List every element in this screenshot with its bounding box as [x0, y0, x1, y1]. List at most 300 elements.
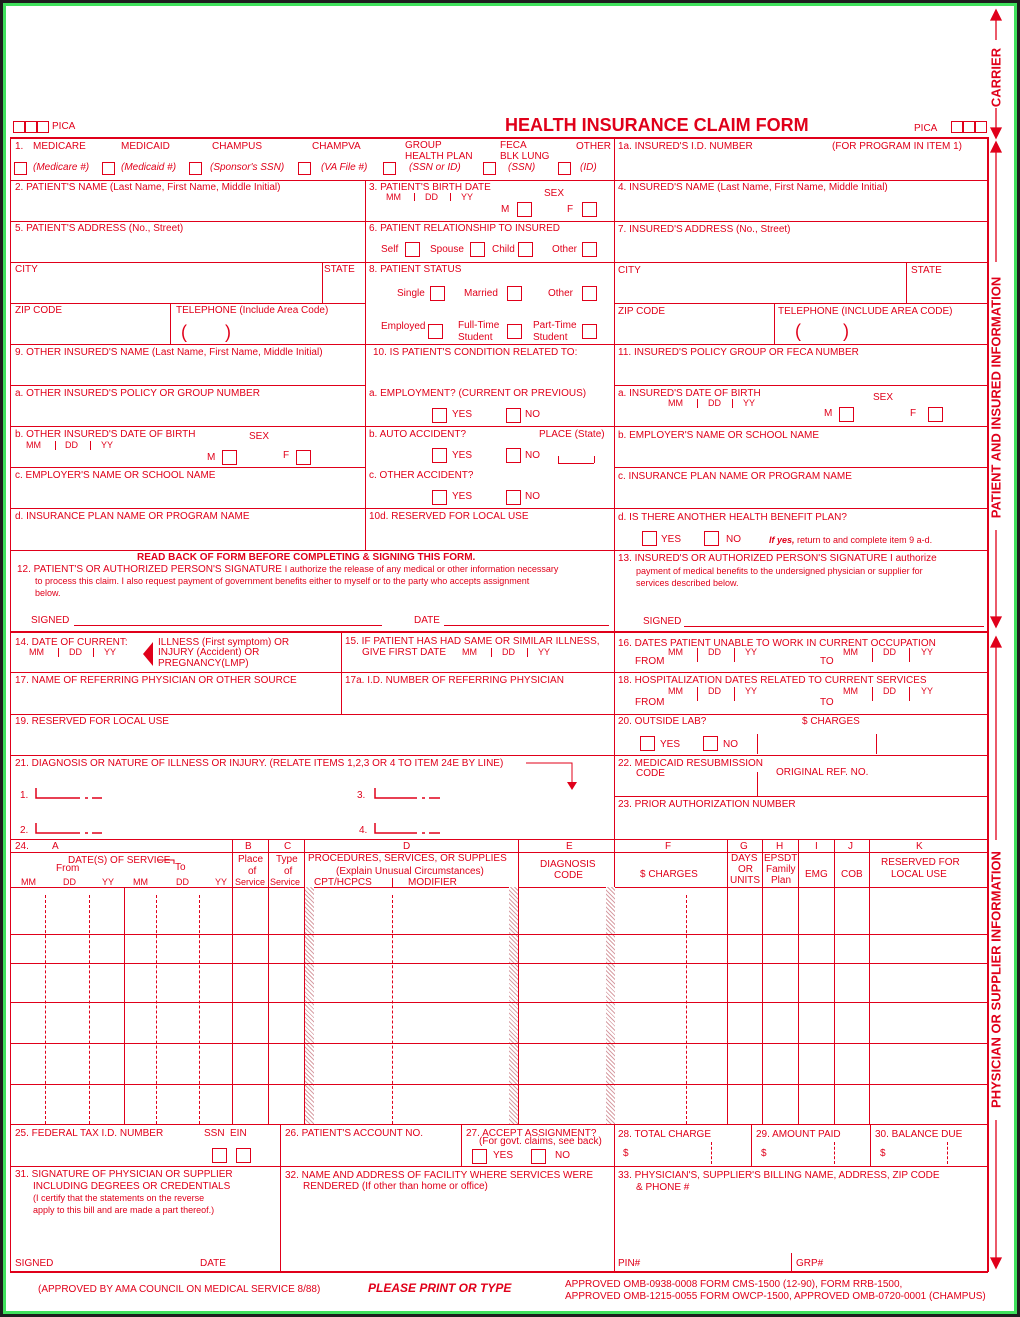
employment-yes-checkbox[interactable] — [432, 408, 447, 423]
item12-signed: SIGNED — [31, 615, 70, 626]
item24-days3: UNITS — [730, 875, 760, 886]
patient-sex-f-checkbox[interactable] — [582, 202, 597, 217]
modifier-divider — [392, 895, 393, 1124]
item24-place3: Service — [235, 877, 266, 887]
item13-label: 13. INSURED'S OR AUTHORIZED PERSON'S SIGNATURE I authorize — [618, 553, 937, 564]
grid-line — [10, 1166, 987, 1167]
other-plan-no: NO — [726, 534, 741, 545]
readback-notice: READ BACK OF FORM BEFORE COMPLETING & SIGNING THIS FORM. — [137, 552, 476, 563]
date-tick — [527, 648, 528, 657]
item24-col-k: K — [916, 841, 923, 852]
relation-spouse-checkbox[interactable] — [470, 242, 485, 257]
item11c-label: c. INSURANCE PLAN NAME OR PROGRAM NAME — [618, 471, 852, 482]
other-accident-yes-checkbox[interactable] — [432, 490, 447, 505]
date-tick — [414, 193, 415, 201]
item1-other: OTHER — [576, 141, 611, 152]
feca-sub: (SSN) — [508, 162, 536, 173]
item21-label: 21. DIAGNOSIS OR NATURE OF ILLNESS OR INJURY. (RELATE ITEMS 1,2,3 OR 4 TO ITEM 24E BY LINE) — [15, 758, 504, 769]
side-label-patient: PATIENT AND INSURED INFORMATION — [988, 276, 1004, 519]
diag-3-label: 3. — [357, 790, 366, 801]
grid-line — [870, 1124, 871, 1166]
other-plan-yes-checkbox[interactable] — [642, 531, 657, 546]
item1a-note: (FOR PROGRAM IN ITEM 1) — [832, 141, 962, 152]
status-single-checkbox[interactable] — [430, 286, 445, 301]
other-accident-no: NO — [525, 491, 540, 502]
medicare-checkbox[interactable] — [14, 162, 27, 175]
item14-dd: DD — [69, 647, 82, 657]
item15-dd: DD — [502, 647, 515, 657]
feca-checkbox[interactable] — [483, 162, 496, 175]
if-yes-text: If yes, — [769, 535, 795, 545]
grid-line — [518, 839, 519, 1124]
grid-line — [10, 137, 11, 1272]
date-tick — [93, 648, 94, 657]
employment-no-checkbox[interactable] — [506, 408, 521, 423]
date-divider — [156, 895, 157, 1124]
status-fulltime-checkbox[interactable] — [507, 324, 522, 339]
amount-divider — [834, 1142, 835, 1164]
date-tick — [697, 687, 698, 701]
tax-id-ein-checkbox[interactable] — [236, 1148, 251, 1163]
outside-lab-yes-checkbox[interactable] — [640, 736, 655, 751]
date-tick — [697, 399, 698, 408]
diag-4-label: 4. — [359, 825, 368, 836]
item3-m: M — [501, 204, 510, 215]
item11-label: 11. INSURED'S POLICY GROUP OR FECA NUMBER — [618, 347, 859, 358]
side-label-carrier: CARRIER — [988, 47, 1004, 108]
item24-reserved2: LOCAL USE — [891, 869, 947, 880]
item15-mm: MM — [462, 647, 477, 657]
grid-line — [268, 839, 269, 1124]
patient-telephone-label: TELEPHONE (Include Area Code) — [176, 305, 329, 316]
item13-text3: services described below. — [636, 578, 739, 588]
patient-sex-m-checkbox[interactable] — [517, 202, 532, 217]
item11a-mm: MM — [668, 398, 683, 408]
grid-line — [170, 303, 171, 344]
item27-yes: YES — [493, 1150, 514, 1161]
pica-left-label: PICA — [52, 121, 76, 132]
grid-line — [10, 303, 365, 304]
outside-lab-yes: YES — [660, 739, 681, 750]
item3-f: F — [567, 204, 574, 215]
item14-yy: YY — [104, 647, 117, 657]
item1-champva: CHAMPVA — [312, 141, 361, 152]
grid-line — [762, 839, 763, 1124]
item24-cob: COB — [841, 869, 863, 880]
item24-col-a: A — [52, 841, 59, 852]
diag-2-label: 2. — [20, 825, 29, 836]
item24-to-yy: YY — [215, 877, 228, 887]
place-state-field[interactable] — [558, 463, 594, 464]
item32-label: 32. NAME AND ADDRESS OF FACILITY WHERE SERVICES WERE — [285, 1170, 594, 1181]
auto-yes: YES — [452, 450, 473, 461]
grid-line — [10, 631, 988, 633]
item24-type3: Service — [270, 877, 301, 887]
grid-line — [10, 672, 987, 673]
other-sub: (ID) — [580, 162, 597, 173]
item24-col-f: F — [665, 841, 672, 852]
insured-telephone-label: TELEPHONE (INCLUDE AREA CODE) — [778, 306, 953, 317]
item24-proc2: (Explain Unusual Circumstances) — [336, 866, 484, 877]
item13-text2: payment of medical benefits to the undersigned physician or supplier for — [636, 566, 923, 576]
item33-label: 33. PHYSICIAN'S, SUPPLIER'S BILLING NAME, ADDRESS, ZIP CODE — [618, 1170, 940, 1181]
item7-label: 7. INSURED'S ADDRESS (No., Street) — [618, 224, 791, 235]
item9d-label: d. INSURANCE PLAN NAME OR PROGRAM NAME — [15, 511, 250, 522]
item9c-label: c. EMPLOYER'S NAME OR SCHOOL NAME — [15, 470, 216, 481]
date-tick — [732, 399, 733, 408]
footer-omb-line1: APPROVED OMB-0938-0008 FORM CMS-1500 (12-90), FORM RRB-1500, — [565, 1279, 903, 1290]
item6-label: 6. PATIENT RELATIONSHIP TO INSURED — [369, 223, 560, 234]
grid-line — [365, 180, 366, 550]
item6-child: Child — [492, 244, 515, 255]
item18-from-yy: YY — [745, 686, 758, 696]
champus-sub: (Sponsor's SSN) — [210, 162, 285, 173]
medicaid-checkbox[interactable] — [102, 162, 115, 175]
grid-line — [10, 1124, 987, 1125]
item14-pregnancy: PREGNANCY(LMP) — [158, 658, 249, 669]
item24-place2: of — [248, 866, 257, 877]
item11a-yy: YY — [743, 398, 756, 408]
grid-line — [876, 734, 877, 754]
insured-phone-paren-open: ( — [795, 321, 801, 341]
item3-sex: SEX — [544, 188, 565, 199]
form-title: HEALTH INSURANCE CLAIM FORM — [505, 115, 809, 135]
item33-pin: PIN# — [618, 1258, 641, 1269]
diag-1-label: 1. — [20, 790, 29, 801]
grid-line — [614, 385, 987, 386]
item10d-label: 10d. RESERVED FOR LOCAL USE — [369, 511, 529, 522]
item18-from-dd: DD — [708, 686, 721, 696]
accept-assignment-yes-checkbox[interactable] — [472, 1149, 487, 1164]
item12-text3: below. — [35, 588, 61, 598]
side-label-physician: PHYSICIAN OR SUPPLIER INFORMATION — [988, 851, 1004, 1108]
date-tick — [909, 687, 910, 701]
medicaid-sub: (Medicaid #) — [121, 162, 177, 173]
item30-dollar: $ — [880, 1148, 886, 1159]
grid-line — [10, 714, 987, 715]
item27-no: NO — [555, 1150, 570, 1161]
status-parttime-checkbox[interactable] — [582, 324, 597, 339]
other-insured-sex-f-checkbox[interactable] — [296, 450, 311, 465]
item23-label: 23. PRIOR AUTHORIZATION NUMBER — [618, 799, 796, 810]
item15-text: GIVE FIRST DATE — [362, 647, 447, 658]
item24-col-h: H — [776, 841, 784, 852]
date-tick — [58, 648, 59, 657]
item25-ssn: SSN — [204, 1128, 225, 1139]
item18-to: TO — [820, 697, 834, 708]
grid-line — [757, 772, 758, 796]
patient-city-label: CITY — [15, 264, 38, 275]
item24-epsdt2: Family — [766, 864, 796, 875]
grid-line — [10, 221, 987, 222]
item17a-label: 17a. I.D. NUMBER OF REFERRING PHYSICIAN — [345, 675, 564, 686]
grid-line — [461, 1124, 462, 1166]
insured-phone-paren-close: ) — [843, 321, 849, 341]
item8-married: Married — [464, 288, 498, 299]
item8-other: Other — [548, 288, 574, 299]
footer-print-or-type: PLEASE PRINT OR TYPE — [368, 1281, 512, 1295]
insured-zip-label: ZIP CODE — [618, 306, 666, 317]
item18-to-dd: DD — [883, 686, 896, 696]
item9b-mm: MM — [26, 440, 41, 450]
date-tick — [872, 687, 873, 701]
item32-text: RENDERED (If other than home or office) — [303, 1181, 488, 1192]
diagnosis-fields[interactable] — [30, 786, 630, 846]
item11b-label: b. EMPLOYER'S NAME OR SCHOOL NAME — [618, 430, 820, 441]
status-married-checkbox[interactable] — [507, 286, 522, 301]
grid-line — [341, 632, 342, 714]
item14-arrow-icon — [143, 642, 155, 668]
auto-no: NO — [525, 450, 540, 461]
item24-from-dd: DD — [63, 877, 76, 887]
item3-yy: YY — [461, 192, 474, 202]
employment-yes: YES — [452, 409, 473, 420]
grid-line — [392, 878, 393, 887]
amount-divider — [947, 1142, 948, 1164]
item9b-sex: SEX — [249, 431, 270, 442]
item8-single: Single — [397, 288, 425, 299]
item4-label: 4. INSURED'S NAME (Last Name, First Name, Middle Initial) — [618, 182, 888, 193]
dos-bracket — [158, 858, 178, 864]
outside-lab-no-checkbox[interactable] — [703, 736, 718, 751]
item8-parttime-line2: Student — [533, 332, 568, 343]
item11d-label: d. IS THERE ANOTHER HEALTH BENEFIT PLAN? — [618, 512, 847, 523]
item9b-m: M — [207, 452, 216, 463]
item9b-f: F — [283, 450, 290, 461]
champva-checkbox[interactable] — [298, 162, 311, 175]
item8-employed: Employed — [381, 321, 426, 332]
item9b-yy: YY — [101, 440, 114, 450]
item6-other: Other — [552, 244, 578, 255]
item24-col-i: I — [815, 841, 818, 852]
grid-line — [10, 755, 987, 756]
item27-sub: (For govt. claims, see back) — [479, 1136, 602, 1147]
item24-from-mm: MM — [21, 877, 36, 887]
item31-date: DATE — [200, 1258, 226, 1269]
item24-diag1: DIAGNOSIS — [540, 859, 596, 870]
item31-signed: SIGNED — [15, 1258, 54, 1269]
item24-reserved1: RESERVED FOR — [881, 857, 960, 868]
item24-diag2: CODE — [554, 870, 583, 881]
outside-lab-no: NO — [723, 739, 738, 750]
grid-line — [10, 1271, 988, 1273]
item1-champus: CHAMPUS — [212, 141, 263, 152]
item16-from: FROM — [635, 656, 665, 667]
date-tick — [872, 648, 873, 662]
grid-line — [614, 796, 987, 797]
item6-spouse: Spouse — [430, 244, 464, 255]
item22-code: CODE — [636, 768, 665, 779]
accept-assignment-no-checkbox[interactable] — [531, 1149, 546, 1164]
item3-dd: DD — [425, 192, 438, 202]
other-checkbox[interactable] — [558, 162, 571, 175]
grid-line — [280, 1124, 281, 1272]
item17-label: 17. NAME OF REFERRING PHYSICIAN OR OTHER SOURCE — [15, 675, 297, 686]
amount-divider — [711, 1142, 712, 1164]
item12-text1: I authorize the release of any medical or other information necessary — [284, 564, 559, 574]
grid-line — [869, 839, 870, 1124]
other-insured-sex-m-checkbox[interactable] — [222, 450, 237, 465]
item18-to-yy: YY — [921, 686, 934, 696]
item1-group: GROUP — [405, 140, 442, 151]
group-checkbox[interactable] — [383, 162, 396, 175]
item1-feca-line2: BLK LUNG — [500, 151, 550, 162]
item12-text2: to process this claim. I also request payment of government benefits either to myself or to the party who accepts assignment — [35, 576, 530, 586]
item33-grp: GRP# — [796, 1258, 824, 1269]
item24-col-d: D — [403, 841, 411, 852]
grid-line — [10, 180, 987, 181]
item24-col-b: B — [245, 841, 252, 852]
other-plan-no-checkbox[interactable] — [704, 531, 719, 546]
item9a-label: a. OTHER INSURED'S POLICY OR GROUP NUMBER — [15, 388, 260, 399]
item14-mm: MM — [29, 647, 44, 657]
item13-signed: SIGNED — [643, 616, 682, 627]
item24-to-mm: MM — [133, 877, 148, 887]
insured-signature-line[interactable] — [684, 626, 984, 627]
grid-line — [774, 303, 775, 344]
patient-sign-date-line[interactable] — [444, 625, 609, 626]
auto-no-checkbox[interactable] — [506, 448, 521, 463]
item6-self: Self — [381, 244, 399, 255]
status-other-checkbox[interactable] — [582, 286, 597, 301]
item27-label: 27. ACCEPT ASSIGNMENT? — [466, 1128, 597, 1139]
item31-text2: INCLUDING DEGREES OR CREDENTIALS — [33, 1181, 231, 1192]
grid-line — [10, 262, 987, 263]
item28-dollar: $ — [623, 1148, 629, 1159]
item24-to: To — [175, 862, 186, 873]
item10a-label: a. EMPLOYMENT? (CURRENT OR PREVIOUS) — [369, 388, 587, 399]
item9b-label: b. OTHER INSURED'S DATE OF BIRTH — [15, 429, 196, 440]
item3-mm: MM — [386, 192, 401, 202]
patient-signature-line[interactable] — [74, 625, 382, 626]
item24-to-dd: DD — [176, 877, 189, 887]
item18-from: FROM — [635, 697, 665, 708]
date-tick — [909, 648, 910, 662]
item24-charges: $ CHARGES — [640, 869, 698, 880]
grid-line — [791, 1253, 792, 1271]
item30-label: 30. BALANCE DUE — [875, 1129, 963, 1140]
item1-medicare: MEDICARE — [33, 141, 86, 152]
item24-type1: Type — [276, 854, 298, 865]
footer-ama: (APPROVED BY AMA COUNCIL ON MEDICAL SERVICE 8/88) — [38, 1284, 321, 1295]
grid-line — [558, 456, 559, 463]
status-employed-checkbox[interactable] — [428, 324, 443, 339]
item28-label: 28. TOTAL CHARGE — [618, 1129, 711, 1140]
item15-label: 15. IF PATIENT HAS HAD SAME OR SIMILAR ILLNESS, — [345, 636, 600, 647]
item10b-place: PLACE (State) — [539, 429, 605, 440]
insured-sex-m-checkbox[interactable] — [839, 407, 854, 422]
other-plan-yes: YES — [661, 534, 682, 545]
grid-line — [10, 385, 365, 386]
item11a-f: F — [910, 408, 917, 419]
tax-id-ssn-checkbox[interactable] — [212, 1148, 227, 1163]
group-sub: (SSN or ID) — [409, 162, 461, 173]
item19-label: 19. RESERVED FOR LOCAL USE — [15, 716, 169, 727]
item24-col-c: C — [284, 841, 292, 852]
item24-type2: of — [284, 866, 293, 877]
item24-days2: OR — [738, 864, 753, 875]
grid-line — [987, 137, 989, 1272]
date-tick — [734, 648, 735, 662]
item8-parttime: Part-Time — [533, 320, 577, 331]
item16-from-mm: MM — [668, 647, 683, 657]
relation-self-checkbox[interactable] — [405, 242, 420, 257]
item20-label: 20. OUTSIDE LAB? — [618, 716, 707, 727]
item24-epsdt3: Plan — [771, 875, 792, 886]
insured-city-label: CITY — [618, 265, 641, 276]
item14-label: 14. DATE OF CURRENT: — [15, 637, 128, 648]
item24-col-j: J — [848, 841, 853, 852]
patient-phone-paren-close: ) — [225, 322, 231, 342]
item24-col-g: G — [740, 841, 748, 852]
insured-state-label: STATE — [911, 265, 942, 276]
medicare-sub: (Medicare #) — [33, 162, 90, 173]
item12-label: 12. PATIENT'S OR AUTHORIZED PERSON'S SIGNATURE — [17, 564, 282, 575]
item24-epsdt1: EPSDT — [764, 853, 798, 864]
item20-charges: $ CHARGES — [802, 716, 860, 727]
hatched-separator — [509, 887, 518, 1124]
grid-line — [10, 137, 988, 139]
item33-text: & PHONE # — [636, 1182, 690, 1193]
if-yes-rest: return to and complete item 9 a-d. — [794, 535, 933, 545]
item18-label: 18. HOSPITALIZATION DATES RELATED TO CURRENT SERVICES — [618, 675, 927, 686]
item12-date: DATE — [414, 615, 440, 626]
date-divider — [89, 895, 90, 1124]
grid-line — [727, 839, 728, 1124]
grid-line — [232, 839, 233, 1124]
item15-yy: YY — [538, 647, 551, 657]
item5-label: 5. PATIENT'S ADDRESS (No., Street) — [15, 223, 184, 234]
patient-state-label: STATE — [324, 264, 355, 275]
relation-child-checkbox[interactable] — [518, 242, 533, 257]
grid-line — [594, 456, 595, 463]
item24-from-yy: YY — [102, 877, 115, 887]
champus-checkbox[interactable] — [189, 162, 202, 175]
relation-other-checkbox[interactable] — [582, 242, 597, 257]
item24-place1: Place — [238, 854, 264, 865]
item25-label: 25. FEDERAL TAX I.D. NUMBER — [15, 1128, 164, 1139]
item16-label: 16. DATES PATIENT UNABLE TO WORK IN CURRENT OCCUPATION — [618, 638, 936, 649]
insured-sex-f-checkbox[interactable] — [928, 407, 943, 422]
grid-line — [10, 508, 987, 509]
auto-yes-checkbox[interactable] — [432, 448, 447, 463]
hatched-separator — [606, 887, 615, 1124]
grid-line — [10, 550, 987, 551]
grid-line — [10, 467, 365, 468]
employment-no: NO — [525, 409, 540, 420]
item8-fulltime-line2: Student — [458, 332, 493, 343]
item2-label: 2. PATIENT'S NAME (Last Name, First Name, Middle Initial) — [15, 182, 281, 193]
item24-proc1: PROCEDURES, SERVICES, OR SUPPLIES — [308, 853, 507, 864]
item24-dos: DATE(S) OF SERVICE — [68, 855, 171, 866]
item1a-label: 1a. INSURED'S I.D. NUMBER — [618, 141, 753, 152]
item24-col-e: E — [566, 841, 573, 852]
hatched-separator — [305, 887, 314, 1124]
date-tick — [734, 687, 735, 701]
item1-medicaid: MEDICAID — [121, 141, 170, 152]
other-accident-no-checkbox[interactable] — [506, 490, 521, 505]
item14-injury: INJURY (Accident) OR — [158, 647, 260, 658]
pica-right-label: PICA — [914, 123, 938, 134]
grid-line — [124, 887, 125, 1124]
item11a-dd: DD — [708, 398, 721, 408]
grid-line — [751, 1124, 752, 1166]
item8-label: 8. PATIENT STATUS — [369, 264, 462, 275]
item31-text4: apply to this bill and are made a part thereof.) — [33, 1205, 215, 1215]
item11a-label: a. INSURED'S DATE OF BIRTH — [618, 388, 761, 399]
grid-line — [10, 344, 987, 345]
item24-days1: DAYS — [731, 853, 758, 864]
